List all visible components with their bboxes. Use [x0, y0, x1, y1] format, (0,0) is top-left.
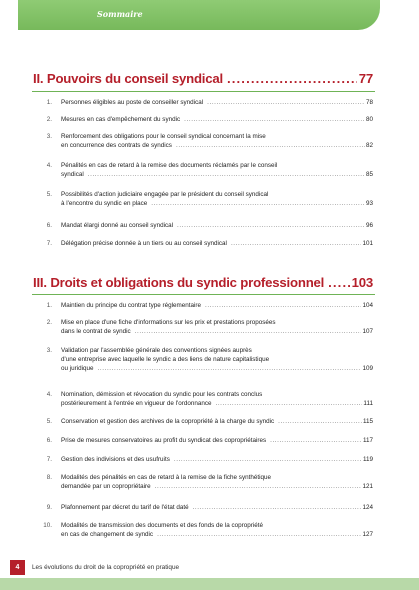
toc-entry-text: [61, 221, 373, 230]
toc-entry-page-number: 121: [362, 483, 373, 490]
toc-entry-last-line: [61, 455, 373, 464]
dot-leader: [231, 239, 362, 248]
toc-entry-last-line: [61, 239, 373, 248]
toc-entry-line: Renforcement des obligations pour le conseil syndical concernant la mise: [61, 133, 266, 140]
footer-band: [0, 578, 419, 590]
toc-entry-last-line: [61, 170, 373, 179]
toc-entry-number: 3.: [46, 347, 52, 354]
section-divider: [32, 294, 375, 295]
dot-leader: [184, 115, 365, 124]
toc-entry-last-line: [61, 141, 373, 150]
section-page-number: 103: [351, 275, 373, 290]
toc-entry-line: Pénalités en cas de retard à la remise des documents réclamés par le conseil: [61, 162, 278, 169]
toc-entry-page-number: 109: [362, 365, 373, 372]
toc-entry-line: Plafonnement par décret du tarif de l'état daté: [61, 504, 189, 511]
toc-entry-last-line: [61, 503, 373, 512]
toc-entry-page-number: 119: [362, 456, 373, 463]
toc-entry-text: [61, 417, 373, 426]
section-heading: [33, 71, 373, 89]
toc-entry-line: Mise en place d'une fiche d'informations sur les prix et prestations proposées: [61, 319, 276, 326]
toc-entry-text: [61, 346, 373, 373]
dot-leader: [88, 170, 365, 179]
toc-entry-page-number: 115: [362, 418, 373, 425]
dot-leader: [328, 275, 349, 290]
toc-entry-line: Mandat élargi donné au conseil syndical: [61, 222, 174, 229]
toc-entry-number: 10.: [43, 522, 52, 529]
toc-entry-number: 6.: [46, 222, 52, 229]
toc-entry-page-number: 93: [365, 200, 373, 207]
footer-page-number: 4: [10, 560, 25, 575]
toc-entry-text: [61, 115, 373, 124]
toc-entry-number: 2.: [46, 319, 52, 326]
dot-leader: [155, 482, 362, 491]
toc-entry-last-line: [61, 98, 373, 107]
toc-entry-last-line: [61, 221, 373, 230]
toc-entry-line: Mesures en cas d'empêchement du syndic: [61, 116, 181, 123]
section-divider: [32, 91, 375, 92]
toc-entry-text: [61, 190, 373, 208]
toc-entry-number: 5.: [46, 418, 52, 425]
toc-entry-line: Personnes éligibles au poste de conseiller syndical: [61, 99, 204, 106]
toc-entry-text: [61, 132, 373, 150]
toc-entry-number: 1.: [46, 302, 52, 309]
toc-entry-number: 2.: [46, 116, 52, 123]
toc-entry-last-line: [61, 436, 373, 445]
toc-entry-line: à l'encontre du syndic en place: [61, 200, 148, 207]
toc-entry-last-line: [61, 399, 373, 408]
dot-leader: [177, 221, 365, 230]
dot-leader: [270, 436, 362, 445]
toc-entry-page-number: 127: [362, 531, 373, 538]
toc-entry-text: [61, 301, 373, 310]
toc-entry-number: 7.: [46, 456, 52, 463]
toc-entry-text: [61, 318, 373, 336]
dot-leader: [215, 399, 362, 408]
toc-entry-number: 7.: [46, 240, 52, 247]
toc-entry-page-number: 111: [363, 400, 373, 407]
section-title: II. Pouvoirs du conseil syndical: [33, 71, 224, 86]
toc-entry-line: ou juridique: [61, 365, 94, 372]
dot-leader: [157, 530, 361, 539]
toc-entry-page-number: 107: [362, 328, 373, 335]
toc-entry-text: [61, 473, 373, 491]
toc-entry-line: dans le contrat de syndic: [61, 328, 131, 335]
toc-entry-text: [61, 161, 373, 179]
toc-entry-number: 9.: [46, 504, 52, 511]
toc-entry-page-number: 124: [362, 504, 373, 511]
toc-entry-number: 1.: [46, 99, 52, 106]
toc-entry-number: 4.: [46, 391, 52, 398]
summary-header-tab: [18, 0, 380, 30]
toc-entry-line: demandée par un copropriétaire: [61, 483, 151, 490]
section-title: III. Droits et obligations du syndic professionnel: [33, 275, 325, 290]
toc-entry-text: [61, 436, 373, 445]
toc-entry-line: en cas de changement de syndic: [61, 531, 154, 538]
toc-entry-line: Conservation et gestion des archives de la copropriété à la charge du syndic: [61, 418, 275, 425]
dot-leader: [98, 364, 362, 373]
toc-entry-line: Possibilités d'action judiciaire engagée par le président du conseil syndical: [61, 191, 269, 198]
toc-entry-text: [61, 98, 373, 107]
dot-leader: [207, 98, 365, 107]
toc-entry-line: syndical: [61, 171, 84, 178]
dot-leader: [174, 455, 362, 464]
dot-leader: [193, 503, 362, 512]
toc-entry-number: 4.: [46, 162, 52, 169]
toc-entry-page-number: 101: [362, 240, 373, 247]
toc-entry-page-number: 85: [365, 171, 373, 178]
toc-entry-page-number: 117: [362, 437, 373, 444]
toc-entry-page-number: 80: [365, 116, 373, 123]
toc-entry-line: Modalités de transmission des documents et des fonds de la copropriété: [61, 522, 263, 529]
summary-header-label: Sommaire: [97, 9, 143, 19]
toc-entry-number: 6.: [46, 437, 52, 444]
toc-entry-line: Nomination, démission et révocation du syndic pour les contrats conclus: [61, 391, 263, 398]
toc-entry-text: [61, 521, 373, 539]
dot-leader: [176, 141, 365, 150]
toc-entry-last-line: [61, 530, 373, 539]
toc-entry-line: Gestion des indivisions et des usufruits: [61, 456, 170, 463]
toc-entry-number: 3.: [46, 133, 52, 140]
dot-leader: [205, 301, 361, 310]
toc-entry-page-number: 82: [365, 142, 373, 149]
toc-entry-last-line: [61, 417, 373, 426]
toc-entry-last-line: [61, 327, 373, 336]
toc-entry-line: Délégation précise donnée à un tiers ou au conseil syndical: [61, 240, 227, 247]
section-page-number: 77: [358, 71, 373, 86]
footer-book-title: Les évolutions du droit de la copropriété en pratique: [32, 564, 180, 571]
toc-entry-number: 5.: [46, 191, 52, 198]
toc-entry-text: [61, 390, 373, 408]
toc-entry-last-line: [61, 199, 373, 208]
toc-entry-line: postérieurement à l'entrée en vigueur de l'ordonnance: [61, 400, 212, 407]
toc-entry-page-number: 78: [365, 99, 373, 106]
toc-entry-line: en concurrence des contrats de syndics: [61, 142, 172, 149]
toc-entry-line: d'une entreprise avec laquelle le syndic a des liens de nature capitalistique: [61, 356, 270, 363]
dot-leader: [227, 71, 357, 86]
dot-leader: [151, 199, 365, 208]
toc-entry-number: 8.: [46, 474, 52, 481]
toc-entry-last-line: [61, 364, 373, 373]
toc-entry-text: [61, 455, 373, 464]
toc-entry-line: Validation par l'assemblée générale des conventions signées auprès: [61, 347, 252, 354]
toc-entry-last-line: [61, 301, 373, 310]
toc-entry-text: [61, 239, 373, 248]
toc-entry-page-number: 104: [362, 302, 373, 309]
toc-entry-line: Prise de mesures conservatoires au profit du syndicat des copropriétaires: [61, 437, 267, 444]
dot-leader: [135, 327, 362, 336]
toc-entry-text: [61, 503, 373, 512]
toc-entry-line: Modalités des pénalités en cas de retard à la remise de la fiche synthétique: [61, 474, 272, 481]
toc-entry-page-number: 96: [365, 222, 373, 229]
dot-leader: [278, 417, 362, 426]
section-heading: [33, 275, 373, 293]
toc-entry-last-line: [61, 115, 373, 124]
toc-entry-last-line: [61, 482, 373, 491]
toc-entry-line: Maintien du principe du contrat type réglementaire: [61, 302, 202, 309]
